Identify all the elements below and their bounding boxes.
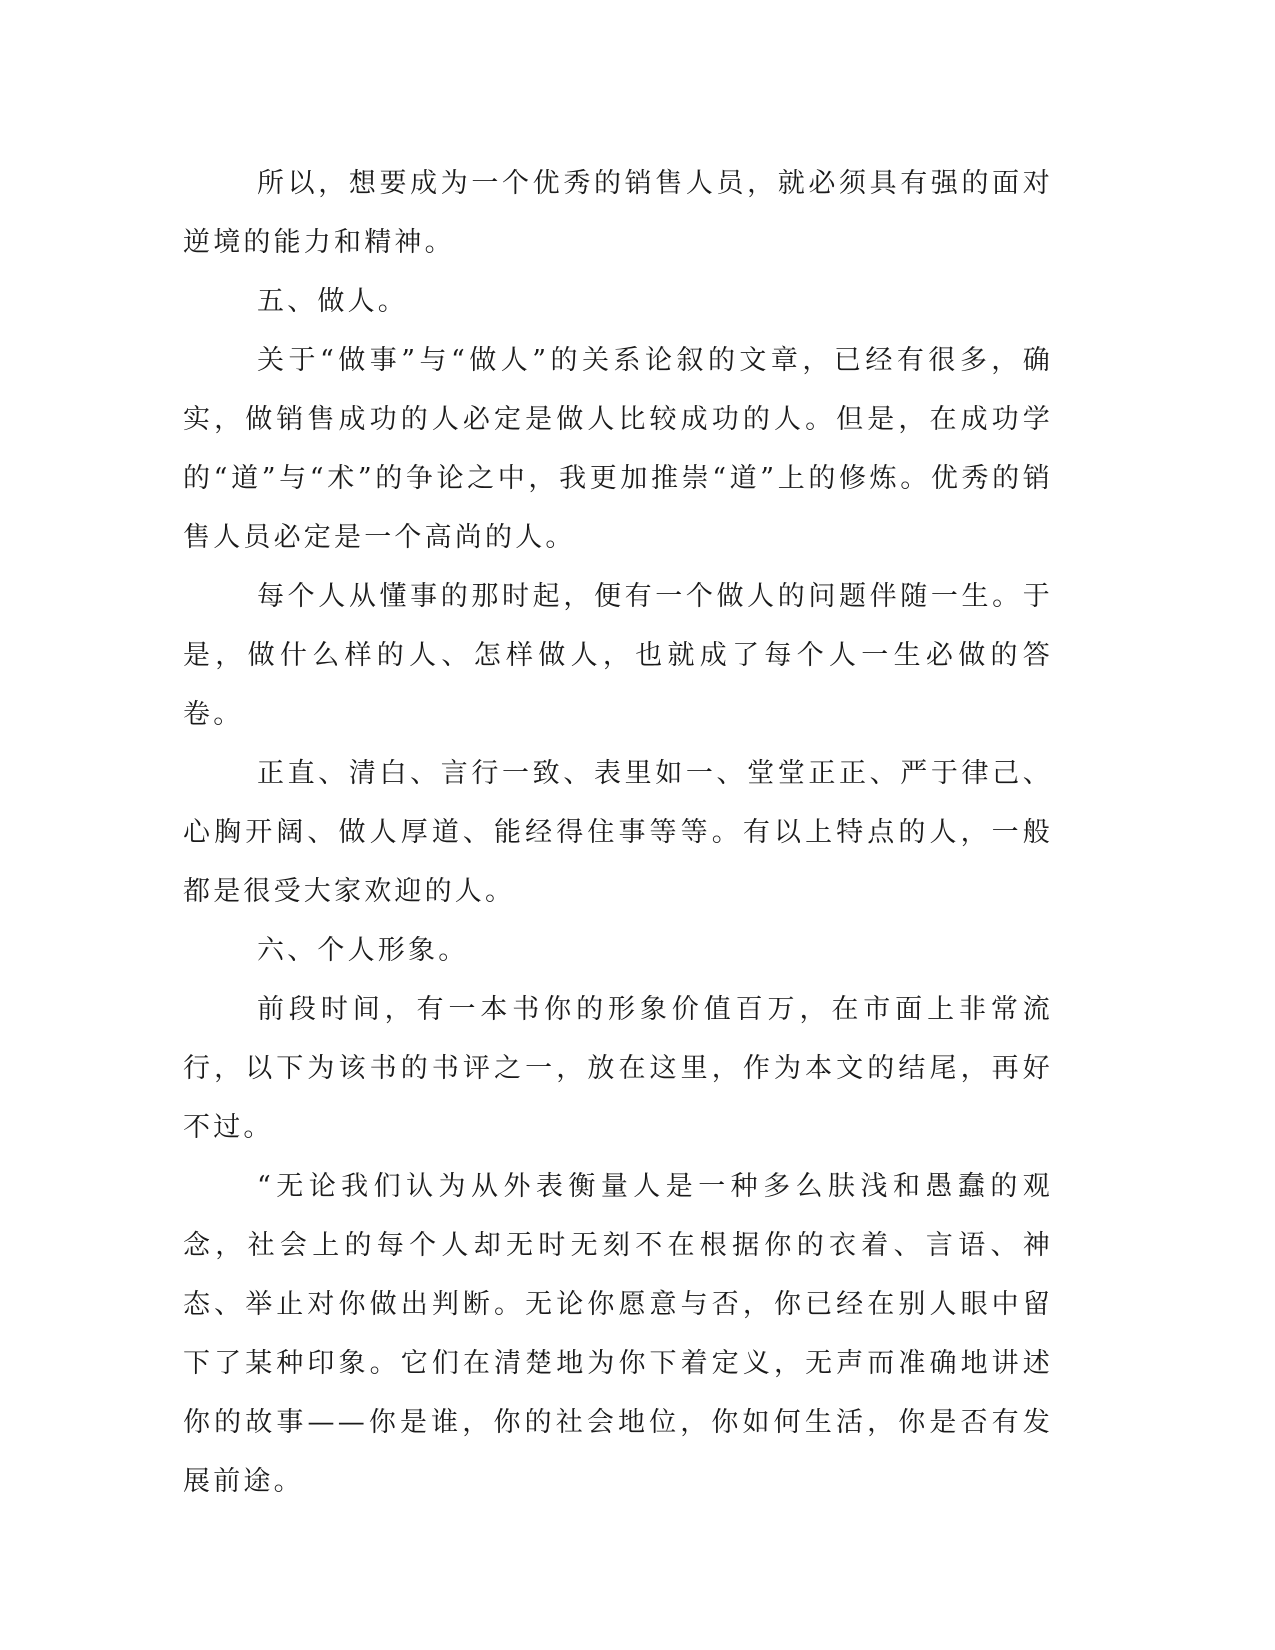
paragraph-good-character-traits: 正直、清白、言行一致、表里如一、堂堂正正、严于律己、心胸开阔、做人厚道、能经得住事等等。有以上特点的人，一般都是很受大家欢迎的人。 [183,758,1053,907]
section-heading-five-conduct: 五、做人。 [257,286,408,317]
paragraph-lifelong-conduct: 每个人从懂事的那时起，便有一个做人的问题伴随一生。于是，做什么样的人、怎样做人，也就成了每个人一生必做的答卷。 [183,581,1053,730]
paragraph-work-and-conduct: 关于“做事”与“做人”的关系论叙的文章，已经有很多，确实，做销售成功的人必定是做人比较成功的人。但是，在成功学的“道”与“术”的争论之中，我更加推崇“道”上的修炼。优秀的销售人员必定是一个高尚的人。 [183,345,1053,553]
document-body [183,154,1053,1511]
section-heading-six-image: 六、个人形象。 [257,935,469,966]
paragraph-book-review-quote: “无论我们认为从外表衡量人是一种多么肤浅和愚蠢的观念，社会上的每个人却无时无刻不在根据你的衣着、言语、神态、举止对你做出判断。无论你愿意与否，你已经在别人眼中留下了某种印象。它们在清楚地为你下着定义，无声而准确地讲述你的故事——你是谁，你的社会地位，你如何生活，你是否有发展前途。 [183,1171,1053,1497]
paragraph-book-review-intro: 前段时间，有一本书你的形象价值百万，在市面上非常流行，以下为该书的书评之一，放在这里，作为本文的结尾，再好不过。 [183,994,1053,1143]
paragraph-adversity-ability: 所以，想要成为一个优秀的销售人员，就必须具有强的面对逆境的能力和精神。 [183,168,1053,258]
